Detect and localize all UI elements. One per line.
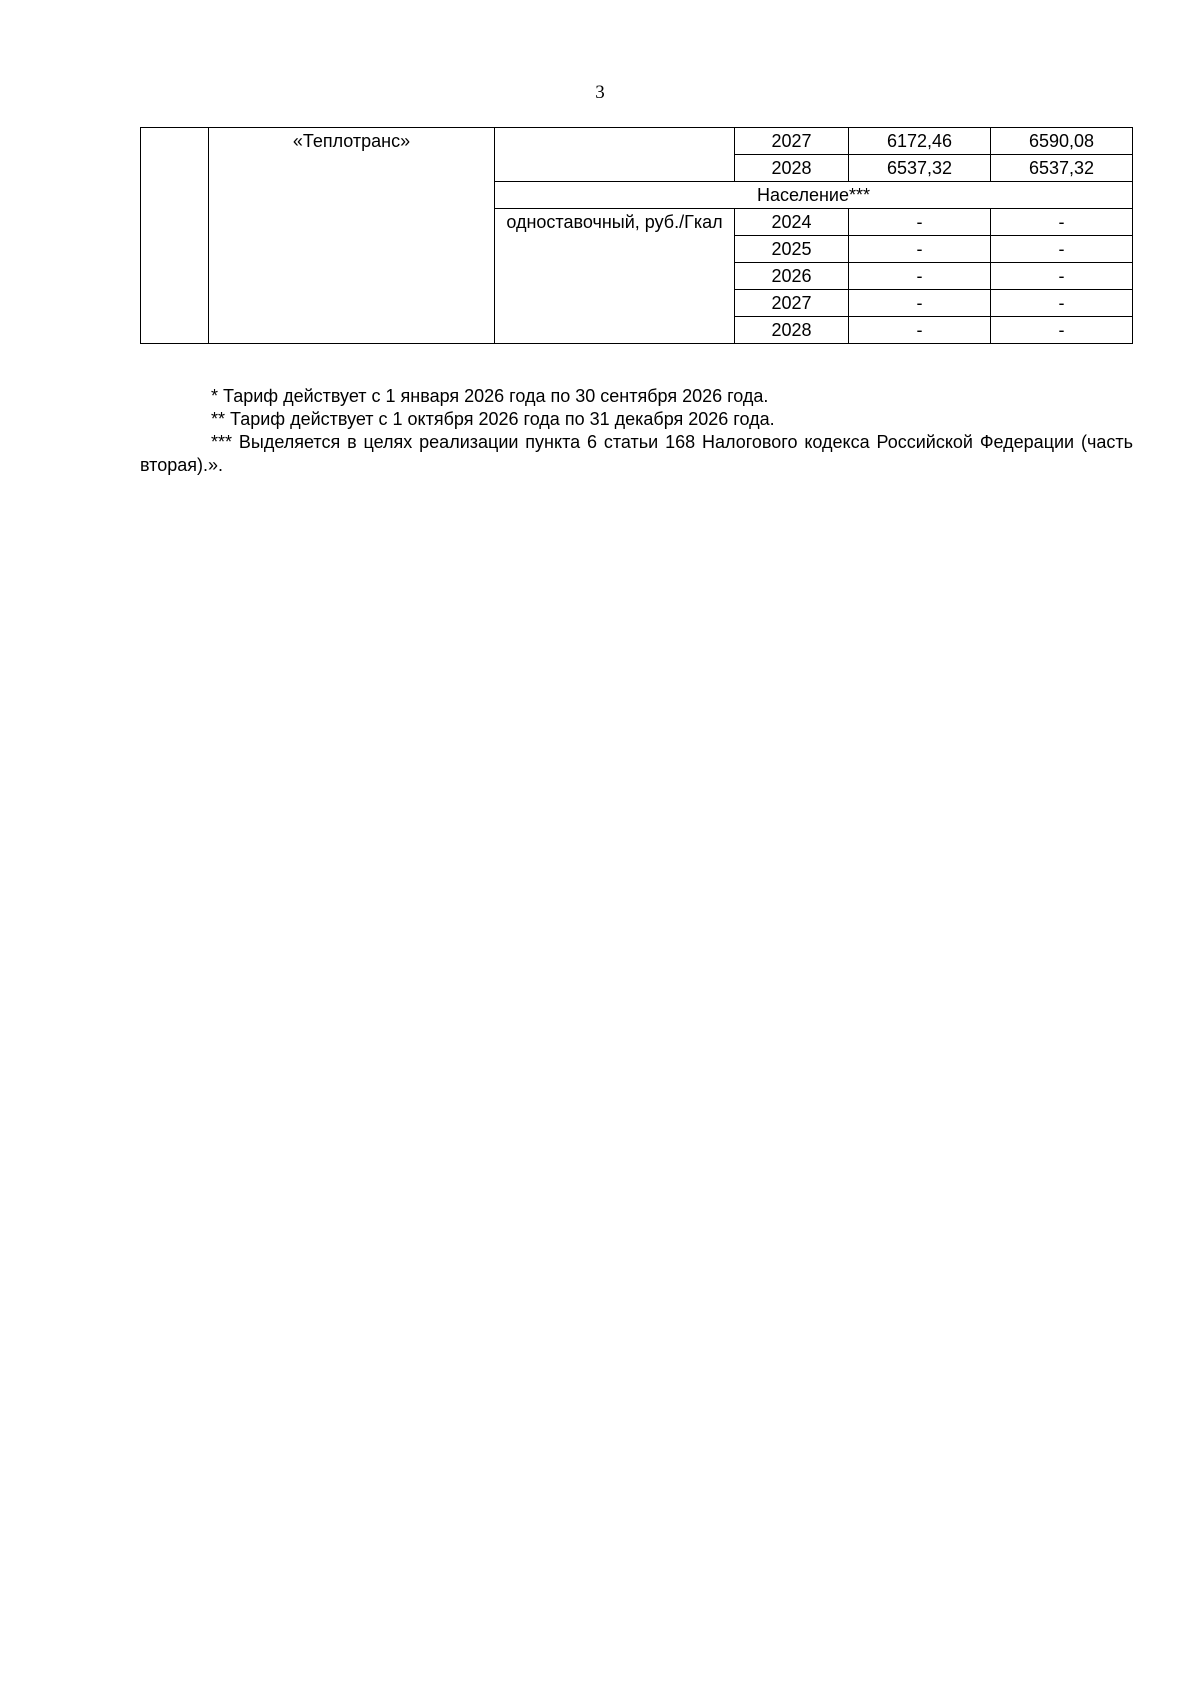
footnotes <box>140 385 1133 477</box>
index-cell <box>141 128 209 344</box>
footnote: ** Тариф действует с 1 октября 2026 года по 31 декабря 2026 года. <box>211 409 775 429</box>
value-cell: 6537,32 <box>849 155 991 182</box>
value-cell: - <box>991 236 1133 263</box>
year-cell: 2024 <box>735 209 849 236</box>
year-cell: 2028 <box>735 155 849 182</box>
value-cell: - <box>849 263 991 290</box>
empty-type-cell <box>495 128 735 182</box>
value-cell: 6590,08 <box>991 128 1133 155</box>
value-cell: - <box>849 317 991 344</box>
value-cell: - <box>849 209 991 236</box>
value-cell: - <box>991 209 1133 236</box>
table-row <box>141 128 1133 155</box>
year-cell: 2026 <box>735 263 849 290</box>
organization-name: «Теплотранс» <box>209 128 495 344</box>
year-cell: 2025 <box>735 236 849 263</box>
value-cell: - <box>849 236 991 263</box>
value-cell: - <box>991 290 1133 317</box>
value-cell: 6537,32 <box>991 155 1133 182</box>
year-cell: 2027 <box>735 290 849 317</box>
year-cell: 2027 <box>735 128 849 155</box>
value-cell: - <box>991 317 1133 344</box>
footnote: * Тариф действует с 1 января 2026 года по 30 сентября 2026 года. <box>211 386 769 406</box>
value-cell: - <box>849 290 991 317</box>
value-cell: - <box>991 263 1133 290</box>
tariff-type-cell: одноставочный, руб./Гкал <box>495 209 735 344</box>
tariff-table <box>140 127 1133 344</box>
year-cell: 2028 <box>735 317 849 344</box>
page-number: 3 <box>595 82 605 103</box>
section-header: Население*** <box>495 182 1133 209</box>
value-cell: 6172,46 <box>849 128 991 155</box>
footnote: *** Выделяется в целях реализации пункта 6 статьи 168 Налогового кодекса Российской Федерации (часть вторая).». <box>140 432 1133 475</box>
